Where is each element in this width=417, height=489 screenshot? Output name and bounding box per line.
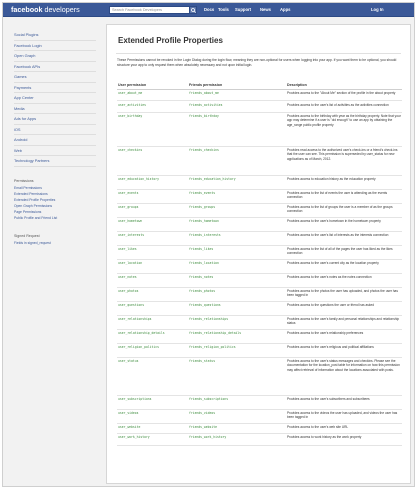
intro-paragraph: These Permissions cannot be revoked in the Login Dialog during the login flow, meaning they are non-optional for users when logging into your app. If you want them to be optional, you should structure your app to only request them when absolutely necessary and not upon initial login. [117,58,397,67]
description-cell: Provides access to the questions the user or friend has asked [286,301,402,315]
description-cell: Provides access to the "About Me" section of the profile in the about property [286,89,402,101]
nav-tools[interactable]: Tools [218,7,229,12]
friends-permission-cell[interactable]: friends_relationships [188,315,286,329]
user-permission-cell[interactable]: user_subscriptions [117,395,188,409]
description-cell: Provides read access to the authorized user's check-ins or a friend's check-ins that the user can see. This permission is superseded by user_status for new applications as of March, 2012. [286,146,402,175]
description-cell: Provides access to the user's subscribers and subscribees [286,395,402,409]
friends-permission-cell[interactable]: friends_hometown [188,217,286,231]
description-cell: Provides access to the birthday with year as the birthday property. Note that your app may determine if a user is "old enough" to use an app by obtaining the age_range public profile property [286,112,402,146]
table-row [117,203,402,217]
sidebar-section-permissions: Permissions [14,178,34,183]
description-cell: Provides access to the list of groups the user is a member of as the groups connection [286,203,402,217]
user-permission-cell[interactable]: user_birthday [117,112,188,146]
friends-permission-cell[interactable]: friends_website [188,423,286,433]
sidebar-item-facebook-login[interactable]: Facebook Login [14,41,96,52]
table-row [117,273,402,287]
description-cell: Provides access to the user's current city as the location property [286,259,402,273]
friends-permission-cell[interactable]: friends_birthday [188,112,286,146]
sidebar-item-games[interactable]: Games [14,72,96,83]
user-permission-cell[interactable]: user_interests [117,231,188,245]
table-row [117,287,402,301]
table-body [117,89,402,445]
sidebar-item-payments[interactable]: Payments [14,83,96,94]
sidebar-sub-fields-signed-request[interactable]: Fields in signed_request [14,240,51,245]
description-cell: Provides access to the user's list of interests as the interests connection [286,231,402,245]
user-permission-cell[interactable]: user_checkins [117,146,188,175]
table-row [117,189,402,203]
friends-permission-cell[interactable]: friends_photos [188,287,286,301]
login-link[interactable]: Log In [371,7,384,12]
description-cell: Provides access to the list of all of the pages the user has liked as the likes connection [286,245,402,259]
friends-permission-cell[interactable]: friends_groups [188,203,286,217]
search-input[interactable]: Search Facebook Developers [109,6,191,14]
table-header-row [117,82,402,89]
user-permission-cell[interactable]: user_relationships [117,315,188,329]
table-row [117,315,402,329]
top-navigation-bar [3,3,414,17]
column-header-description: Description [286,82,402,89]
friends-permission-cell[interactable]: friends_education_history [188,175,286,189]
table-row [117,101,402,113]
table-row [117,112,402,146]
permissions-table [117,82,402,446]
user-permission-cell[interactable]: user_hometown [117,217,188,231]
nav-support[interactable]: Support [235,7,252,12]
friends-permission-cell[interactable]: friends_checkins [188,146,286,175]
column-header-user-permission: User permission [117,82,188,89]
sidebar-sub-open-graph-permissions[interactable]: Open Graph Permissions [14,204,53,209]
nav-apps[interactable]: Apps [280,7,291,12]
table-row [117,343,402,357]
page-title: Extended Profile Properties [118,36,223,45]
user-permission-cell[interactable]: user_questions [117,301,188,315]
user-permission-cell[interactable]: user_location [117,259,188,273]
table-row [117,175,402,189]
sidebar-sub-extended-profile-properties[interactable]: Extended Profile Properties [14,197,56,202]
sidebar-item-android[interactable]: Android [14,135,96,146]
user-permission-cell[interactable]: user_work_history [117,433,188,445]
table-row [117,395,402,409]
friends-permission-cell[interactable]: friends_interests [188,231,286,245]
user-permission-cell[interactable]: user_about_me [117,89,188,101]
table-row [117,245,402,259]
description-cell: Provides access to the videos the user has uploaded, and videos the user has been tagged in [286,409,402,423]
sidebar-item-open-graph[interactable]: Open Graph [14,51,96,62]
description-cell: Provides access to the user's web site URL [286,423,402,433]
description-cell: Provides access to the user's relationship preferences [286,329,402,343]
sidebar [14,30,96,246]
user-permission-cell[interactable]: user_website [117,423,188,433]
sidebar-sub-email-permissions[interactable]: Email Permissions [14,185,42,190]
nav-news[interactable]: News [260,7,271,12]
user-permission-cell[interactable]: user_groups [117,203,188,217]
user-permission-cell[interactable]: user_photos [117,287,188,301]
facebook-developers-logo[interactable] [11,5,80,14]
friends-permission-cell[interactable]: friends_activities [188,101,286,113]
user-permission-cell[interactable]: user_religion_politics [117,343,188,357]
sidebar-item-social-plugins[interactable]: Social Plugins [14,30,96,41]
description-cell: Provides access to the user's list of activities as the activities connection [286,101,402,113]
description-cell: Provides access to the user's religious and political affiliations [286,343,402,357]
friends-permission-cell[interactable]: friends_subscriptions [188,395,286,409]
sidebar-item-ios[interactable]: iOS [14,125,96,136]
table-row [117,231,402,245]
logo-main-text: facebook [11,5,43,14]
table-row [117,329,402,343]
browser-frame [2,2,415,487]
sidebar-item-facebook-apis[interactable]: Facebook APIs [14,62,96,73]
user-permission-cell[interactable]: user_status [117,357,188,395]
table-row [117,423,402,433]
sidebar-item-web[interactable]: Web [14,146,96,157]
main-content-panel [106,24,411,484]
friends-permission-cell[interactable]: friends_events [188,189,286,203]
search-icon [191,8,196,13]
friends-permission-cell[interactable]: friends_location [188,259,286,273]
user-permission-cell[interactable]: user_videos [117,409,188,423]
title-divider [116,53,401,54]
table-row [117,433,402,445]
sidebar-sub-public-profile[interactable]: Public Profile and Friend List [14,216,58,221]
description-cell: Provides access to education history as the education property [286,175,402,189]
table-row [117,146,402,175]
table-row [117,217,402,231]
friends-permission-cell[interactable]: friends_likes [188,245,286,259]
user-permission-cell[interactable]: user_education_history [117,175,188,189]
description-cell: Provides access to the photos the user has uploaded, and photos the user has been tagged in [286,287,402,301]
table-row [117,89,402,101]
sidebar-item-technology-partners[interactable]: Technology Partners [14,156,96,167]
sidebar-item-media[interactable]: Media [14,104,96,115]
nav-docs[interactable]: Docs [204,7,215,12]
friends-permission-cell[interactable]: friends_about_me [188,89,286,101]
table-row [117,409,402,423]
table-row [117,357,402,395]
user-permission-cell[interactable]: user_activities [117,101,188,113]
sidebar-sub-extended-permissions[interactable]: Extended Permissions [14,191,48,196]
logo-sub-text: developers [42,5,80,14]
description-cell: Provides access to work history as the work property [286,433,402,445]
sidebar-item-ads-for-apps[interactable]: Ads for Apps [14,114,96,125]
friends-permission-cell[interactable]: friends_work_history [188,433,286,445]
user-permission-cell[interactable]: user_likes [117,245,188,259]
friends-permission-cell[interactable]: friends_relationship_details [188,329,286,343]
description-cell: Provides access to the user's hometown in the hometown property [286,217,402,231]
friends-permission-cell[interactable]: friends_status [188,357,286,395]
user-permission-cell[interactable]: user_notes [117,273,188,287]
user-permission-cell[interactable]: user_relationship_details [117,329,188,343]
description-cell: Provides access to the list of events the user is attending as the events connection [286,189,402,203]
sidebar-sub-page-permissions[interactable]: Page Permissions [14,210,42,215]
sidebar-item-app-center[interactable]: App Center [14,93,96,104]
sidebar-section-signed-request: Signed Request [14,233,40,238]
friends-permission-cell[interactable]: friends_videos [188,409,286,423]
friends-permission-cell[interactable]: friends_questions [188,301,286,315]
description-cell: Provides access to the user's family and personal relationships and relationship status [286,315,402,329]
user-permission-cell[interactable]: user_events [117,189,188,203]
friends-permission-cell[interactable]: friends_religion_politics [188,343,286,357]
description-cell: Provides access to the user's status messages and checkins. Please see the documentation for the location_post table for information on how this permission may affect retrieval of information about the locations associated with posts. [286,357,402,395]
table-row [117,259,402,273]
column-header-friends-permission: Friends permission [188,82,286,89]
search-button[interactable] [189,6,197,14]
table-row [117,301,402,315]
friends-permission-cell[interactable]: friends_notes [188,273,286,287]
description-cell: Provides access to the user's notes as the notes connection [286,273,402,287]
